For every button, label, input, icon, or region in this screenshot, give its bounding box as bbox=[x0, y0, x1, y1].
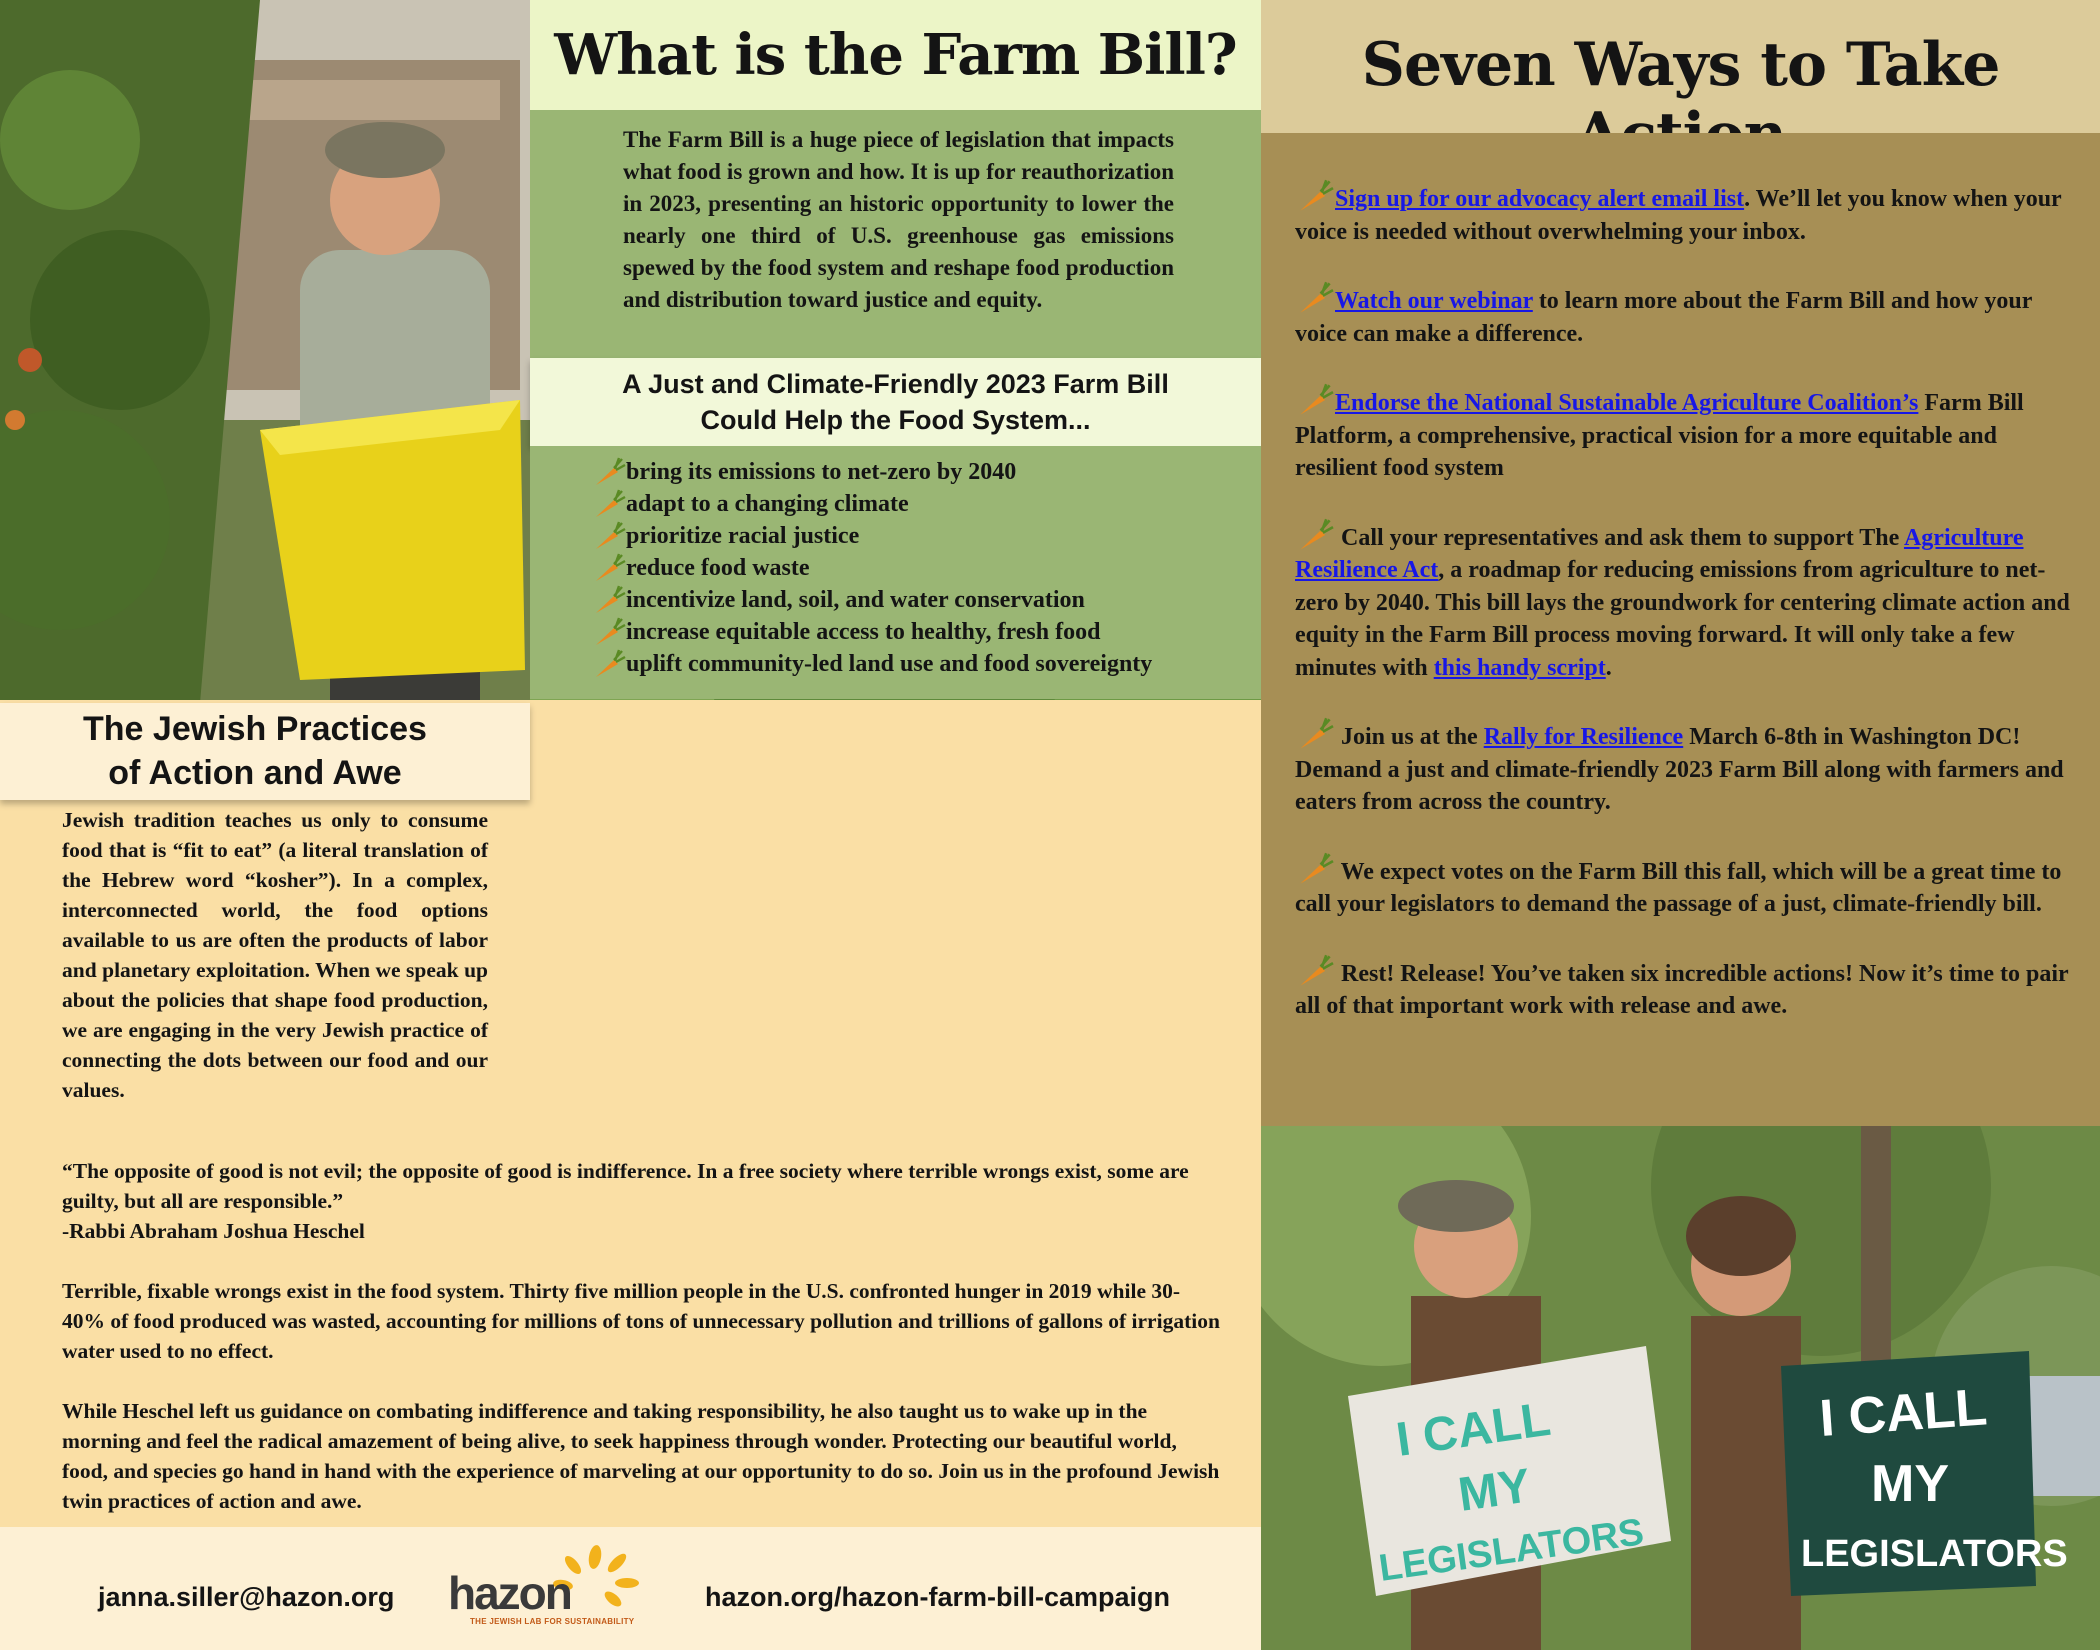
farm-bill-subtitle-line2: Could Help the Food System... bbox=[700, 405, 1091, 435]
action-text: Rest! Release! You’ve taken six incredible actions! Now it’s time to pair all of that important work with release and awe. bbox=[1295, 960, 2069, 1019]
photo-farmer-greenhouse bbox=[0, 0, 530, 703]
food-waste-paragraph: Terrible, fixable wrongs exist in the food system. Thirty five million people in the U.S. confronted hunger in 2019 while 30-40% of food produced was wasted, accounting for millions of tons of unnecessary pollution and trillions of gallons of irrigation water used to no effect. bbox=[62, 1279, 1220, 1363]
carrot-icon bbox=[592, 520, 626, 552]
carrot-icon bbox=[1295, 178, 1335, 214]
take-action-title: Seven Ways to Take bbox=[1361, 30, 2000, 100]
action-text: . We’ll let you know when your voice is needed without overwhelming your inbox. bbox=[1295, 186, 2062, 245]
bullet-text: increase equitable access to healthy, fresh food bbox=[626, 619, 1101, 645]
jewish-practices-title-line1: The Jewish Practices bbox=[83, 710, 427, 748]
jewish-practices-title bbox=[0, 707, 510, 795]
campaign-url-link[interactable]: hazon.org/hazon-farm-bill-campaign bbox=[705, 1582, 1171, 1612]
action-text: Call your representatives and ask them to support The bbox=[1335, 524, 1904, 551]
take-action-list bbox=[1295, 178, 2085, 1055]
carrot-icon bbox=[592, 552, 626, 584]
bullet-text: prioritize racial justice bbox=[626, 523, 860, 549]
carrot-icon bbox=[1295, 517, 1335, 553]
carrot-icon bbox=[1295, 382, 1335, 418]
bullet-text: reduce food waste bbox=[626, 555, 810, 581]
heschel-quote-block bbox=[62, 1156, 1222, 1246]
bullet-text: bring its emissions to net-zero by 2040 bbox=[626, 459, 1017, 485]
jewish-practices-title-line2: of Action and Awe bbox=[108, 754, 402, 792]
action-text: , a roadmap for reducing emissions from agriculture to net-zero by 2040. This bill lays the groundwork for centering climate action and equity in the Farm Bill process moving forward. It will only take a few minutes with bbox=[1295, 557, 2070, 681]
action-item-4 bbox=[1295, 517, 2085, 685]
nsac-endorse-link[interactable]: Endorse the National Sustainable Agriculture Coalition’s bbox=[1335, 390, 1919, 416]
hazon-logo-wordmark: hazon bbox=[448, 1567, 571, 1619]
contact-email-link[interactable]: janna.siller@hazon.org bbox=[98, 1582, 395, 1612]
carrot-icon bbox=[1295, 851, 1335, 887]
action-and-awe-paragraph: While Heschel left us guidance on combating indifference and taking responsibility, he also taught us to wake up in the morning and feel the radical amazement of being alive, to seek happiness through wonder. Protecting our beautiful world, food, and species go hand in hand with the experience of marveling at our opportunity to do so. Join us in the profound Jewish twin practices of action and awe. bbox=[62, 1399, 1220, 1513]
sign-right-line1: I CALL bbox=[1817, 1378, 1989, 1448]
carrot-icon bbox=[592, 648, 626, 680]
jewish-practices-body: Jewish tradition teaches us only to consume food that is “fit to eat” (a literal translation of the Hebrew word “kosher”). In a complex, interconnected world, the food options available to us are often the products of labor and planetary exploitation. When we speak up about the policies that shape food production, we are engaging in the very Jewish practice of connecting the dots between our food and our values. bbox=[62, 808, 488, 1102]
action-text: We expect votes on the Farm Bill this fall, which will be a great time to call your legislators to demand the passage of a just, climate-friendly bill. bbox=[1295, 858, 2062, 917]
email-list-signup-link[interactable]: Sign up for our advocacy alert email list bbox=[1335, 186, 1745, 212]
sign-left-line3: LEGISLATORS bbox=[1376, 1511, 1647, 1590]
sign-right-line3: LEGISLATORS bbox=[1801, 1533, 2068, 1575]
list-item bbox=[592, 488, 1252, 520]
action-item-1 bbox=[1295, 178, 2085, 248]
carrot-icon bbox=[592, 584, 626, 616]
action-text: . bbox=[1605, 654, 1612, 681]
carrot-icon bbox=[592, 488, 626, 520]
action-text: March 6-8th in Washington DC! Demand a just and climate-friendly 2023 Farm Bill along with farmers and eaters from across the country. bbox=[1295, 724, 2064, 815]
carrot-icon bbox=[1295, 953, 1335, 989]
webinar-link[interactable]: Watch our webinar bbox=[1335, 288, 1533, 314]
rally-for-resilience-link[interactable]: Rally for Resilience bbox=[1483, 724, 1684, 750]
action-item-6 bbox=[1295, 851, 2085, 921]
list-item bbox=[592, 584, 1252, 616]
photo-call-legislators bbox=[1261, 1126, 2100, 1650]
handy-script-link[interactable]: this handy script bbox=[1433, 654, 1606, 681]
sign-left-line1: I CALL bbox=[1393, 1392, 1554, 1467]
heschel-section bbox=[62, 1156, 1222, 1546]
action-item-3 bbox=[1295, 382, 2085, 485]
farm-bill-bullet-list bbox=[592, 456, 1252, 680]
hazon-logo-tagline: THE JEWISH LAB FOR SUSTAINABILITY bbox=[470, 1617, 635, 1626]
bullet-text: incentivize land, soil, and water conservation bbox=[626, 587, 1085, 613]
carrot-icon bbox=[1295, 280, 1335, 316]
list-item bbox=[592, 456, 1252, 488]
action-text: Farm Bill Platform, a comprehensive, practical vision for a more equitable and resilient food system bbox=[1295, 390, 2024, 481]
heschel-quote-author: -Rabbi Abraham Joshua Heschel bbox=[62, 1219, 365, 1243]
farm-bill-intro: The Farm Bill is a huge piece of legislation that impacts what food is grown and how. It is up for reauthorization in 2023, presenting an historic opportunity to lower the nearly one third of U.S. greenhouse gas emissions spewed by the food system and reshape food production and distribution toward justice and equity. bbox=[623, 127, 1174, 312]
action-item-2 bbox=[1295, 280, 2085, 350]
agriculture-resilience-act-link[interactable]: Agriculture Resilience Act bbox=[1295, 524, 2024, 583]
farm-bill-subtitle-line1: A Just and Climate-Friendly 2023 Farm Bill bbox=[622, 369, 1169, 399]
carrot-icon bbox=[592, 616, 626, 648]
farm-bill-title: What is the Farm Bill? bbox=[554, 22, 1237, 88]
carrot-icon bbox=[1295, 716, 1335, 752]
action-item-7 bbox=[1295, 953, 2085, 1023]
heschel-quote: “The opposite of good is not evil; the opposite of good is indifference. In a free society where terrible wrongs exist, some are guilty, but all are responsible.” bbox=[62, 1159, 1189, 1213]
action-item-5 bbox=[1295, 716, 2085, 819]
bullet-text: uplift community-led land use and food sovereignty bbox=[626, 651, 1153, 677]
list-item bbox=[592, 616, 1252, 648]
list-item bbox=[592, 648, 1252, 680]
list-item bbox=[592, 520, 1252, 552]
carrot-icon bbox=[592, 456, 626, 488]
action-text: to learn more about the Farm Bill and how your voice can make a difference. bbox=[1295, 288, 2032, 347]
action-text: Join us at the bbox=[1335, 724, 1484, 750]
sign-left-line2: MY bbox=[1455, 1459, 1534, 1522]
sign-right-line2: MY bbox=[1871, 1455, 1949, 1513]
list-item bbox=[592, 552, 1252, 584]
farm-bill-subtitle bbox=[530, 366, 1261, 438]
bullet-text: adapt to a changing climate bbox=[626, 491, 909, 517]
